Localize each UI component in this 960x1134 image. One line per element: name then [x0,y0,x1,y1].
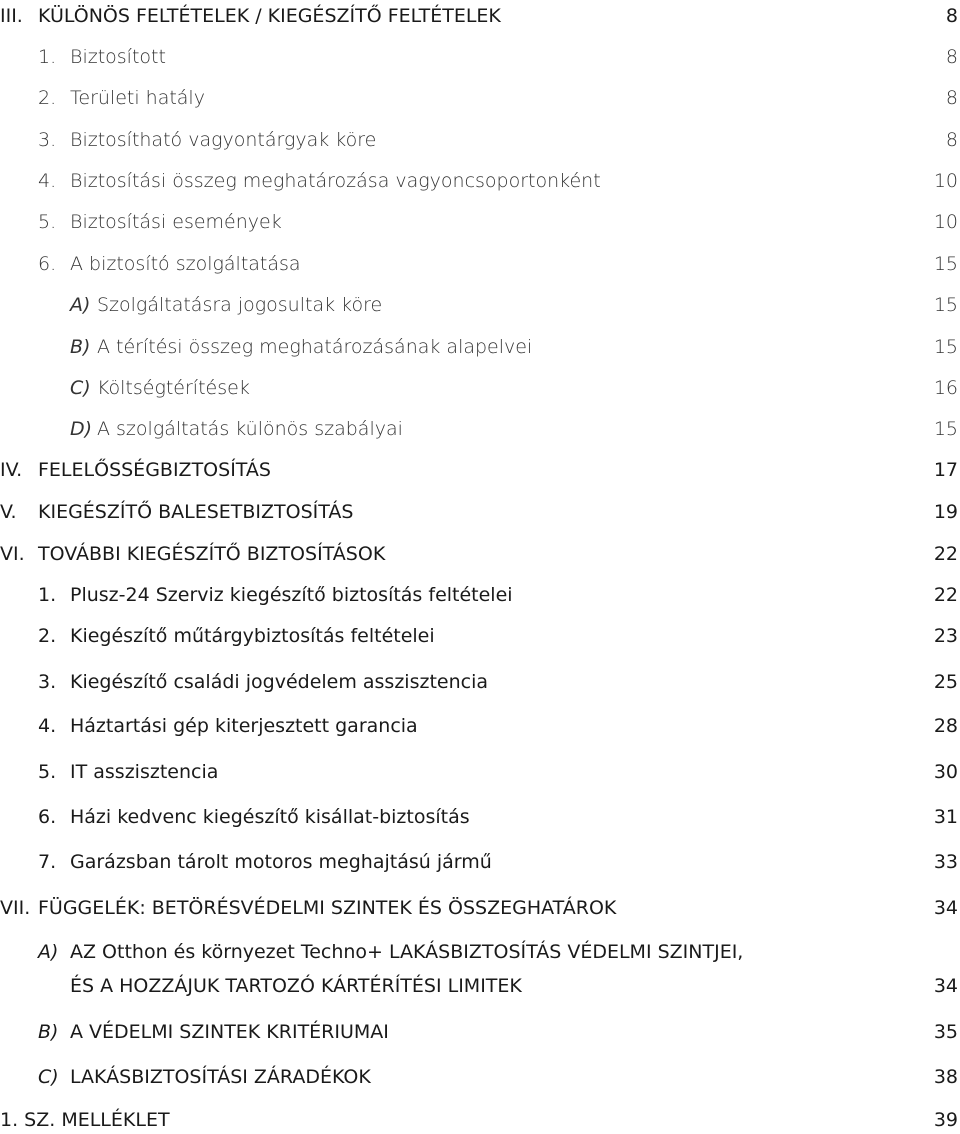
toc-title: Háztartási gép kiterjesztett garancia [70,715,418,737]
toc-page-number: 15 [933,418,958,440]
toc-title: TOVÁBBI KIEGÉSZÍTŐ BIZTOSÍTÁSOK [38,543,386,565]
toc-item-row[interactable] [0,250,960,278]
toc-title: FÜGGELÉK: BETÖRÉSVÉDELMI SZINTEK ÉS ÖSSZEGHATÁROK [38,897,617,919]
toc-subitem-row[interactable] [0,1063,960,1091]
toc-number: 2. [38,87,57,109]
toc-page-number: 8 [945,46,958,68]
toc-number: III. [0,5,23,27]
toc-number: V. [0,501,17,523]
toc-title: A biztosító szolgáltatása [70,253,301,275]
toc-item-row[interactable] [0,758,960,786]
toc-page-number: 17 [933,459,958,481]
toc-number: 1. [38,584,57,606]
toc-title: Garázsban tárolt motoros meghajtású jármű [70,851,492,873]
toc-title: A térítési összeg meghatározásának alapelvei [97,336,533,358]
toc-title: LAKÁSBIZTOSÍTÁSI ZÁRADÉKOK [70,1066,371,1088]
toc-page-number: 16 [933,377,958,399]
toc-page-number: 19 [933,501,958,523]
toc-title: ÉS A HOZZÁJUK TARTOZÓ KÁRTÉRÍTÉSI LIMITEK [70,975,522,997]
toc-page-number: 8 [945,129,958,151]
toc-item-row[interactable] [0,84,960,112]
toc-page-number: 31 [933,806,958,828]
toc-title: AZ Otthon és környezet Techno+ LAKÁSBIZTOSÍTÁS VÉDELMI SZINTJEI, [70,941,744,963]
toc-title: A VÉDELMI SZINTEK KRITÉRIUMAI [70,1021,389,1043]
toc-number: 3. [38,671,57,693]
toc-title: Biztosítási események [70,211,282,233]
toc-title: 1. SZ. MELLÉKLET [0,1109,170,1131]
toc-page-number: 10 [933,211,958,233]
toc-item-row[interactable] [0,167,960,195]
toc-number: 3. [38,129,57,151]
toc-page-number: 25 [933,671,958,693]
toc-number: 5. [38,211,57,233]
toc-subitem-row[interactable] [0,415,960,443]
toc-number: 2. [38,625,57,647]
toc-item-row[interactable] [0,622,960,650]
toc-item-row[interactable] [0,208,960,236]
toc-title: IT asszisztencia [70,761,219,783]
toc-page-number: 10 [933,170,958,192]
toc-letter: C) [70,377,91,399]
toc-subitem-row[interactable] [0,291,960,319]
toc-title: KÜLÖNÖS FELTÉTELEK / KIEGÉSZÍTŐ FELTÉTELEK [38,5,501,27]
toc-title: A szolgáltatás különös szabályai [97,418,403,440]
toc-page-number: 15 [933,336,958,358]
toc-section-row[interactable] [0,894,960,922]
toc-title: FELELŐSSÉGBIZTOSÍTÁS [38,459,271,481]
toc-number: VI. [0,543,25,565]
toc-letter: A) [70,294,91,316]
toc-section-row[interactable] [0,456,960,484]
toc-title: Területi hatály [70,87,205,109]
toc-number: 1. [38,46,57,68]
toc-subitem-continuation-row[interactable] [0,972,960,1000]
toc-page-number: 34 [933,975,958,997]
toc-letter: D) [70,418,93,440]
toc-letter: B) [38,1021,59,1043]
toc-subitem-row[interactable] [0,1018,960,1046]
toc-section-row[interactable] [0,540,960,568]
toc-letter: B) [70,336,91,358]
toc-number: 7. [38,851,57,873]
toc-page-number: 34 [933,897,958,919]
toc-page-number: 15 [933,294,958,316]
toc-title: Költségtérítések [97,377,250,399]
toc-page-number: 28 [933,715,958,737]
toc-title: Biztosítható vagyontárgyak köre [70,129,377,151]
toc-page-number: 30 [933,761,958,783]
toc-item-row[interactable] [0,803,960,831]
toc-item-row[interactable] [0,848,960,876]
toc-subitem-row[interactable] [0,938,960,966]
toc-item-row[interactable] [0,43,960,71]
toc-number: 5. [38,761,57,783]
toc-page-number: 35 [933,1021,958,1043]
toc-page-number: 33 [933,851,958,873]
toc-page-number: 8 [945,5,958,27]
toc-title: Szolgáltatásra jogosultak köre [97,294,383,316]
toc-title: Kiegészítő családi jogvédelem asszisztencia [70,671,489,693]
toc-section-row[interactable] [0,2,960,30]
toc-page-number: 22 [933,543,958,565]
toc-number: 4. [38,170,57,192]
toc-page-number: 38 [933,1066,958,1088]
toc-item-row[interactable] [0,126,960,154]
toc-page-number: 8 [945,87,958,109]
toc-item-row[interactable] [0,668,960,696]
toc-page-number: 39 [933,1109,958,1131]
toc-section-row[interactable] [0,498,960,526]
toc-number: 4. [38,715,57,737]
toc-number: 6. [38,253,57,275]
toc-title: Plusz-24 Szerviz kiegészítő biztosítás feltételei [70,584,513,606]
toc-title: KIEGÉSZÍTŐ BALESETBIZTOSÍTÁS [38,501,354,523]
toc-letter: C) [38,1066,59,1088]
toc-item-row[interactable] [0,581,960,609]
toc-title: Biztosított [70,46,166,68]
toc-title: Házi kedvenc kiegészítő kisállat-biztosítás [70,806,470,828]
toc-letter: A) [38,941,59,963]
toc-title: Biztosítási összeg meghatározása vagyoncsoportonként [70,170,601,192]
toc-item-row[interactable] [0,712,960,740]
toc-page-number: 23 [933,625,958,647]
toc-page-number: 22 [933,584,958,606]
toc-number: VII. [0,897,31,919]
toc-number: IV. [0,459,23,481]
toc-subitem-row[interactable] [0,333,960,361]
toc-subitem-row[interactable] [0,374,960,402]
toc-title: Kiegészítő műtárgybiztosítás feltételei [70,625,435,647]
toc-page-number: 15 [933,253,958,275]
toc-number: 6. [38,806,57,828]
